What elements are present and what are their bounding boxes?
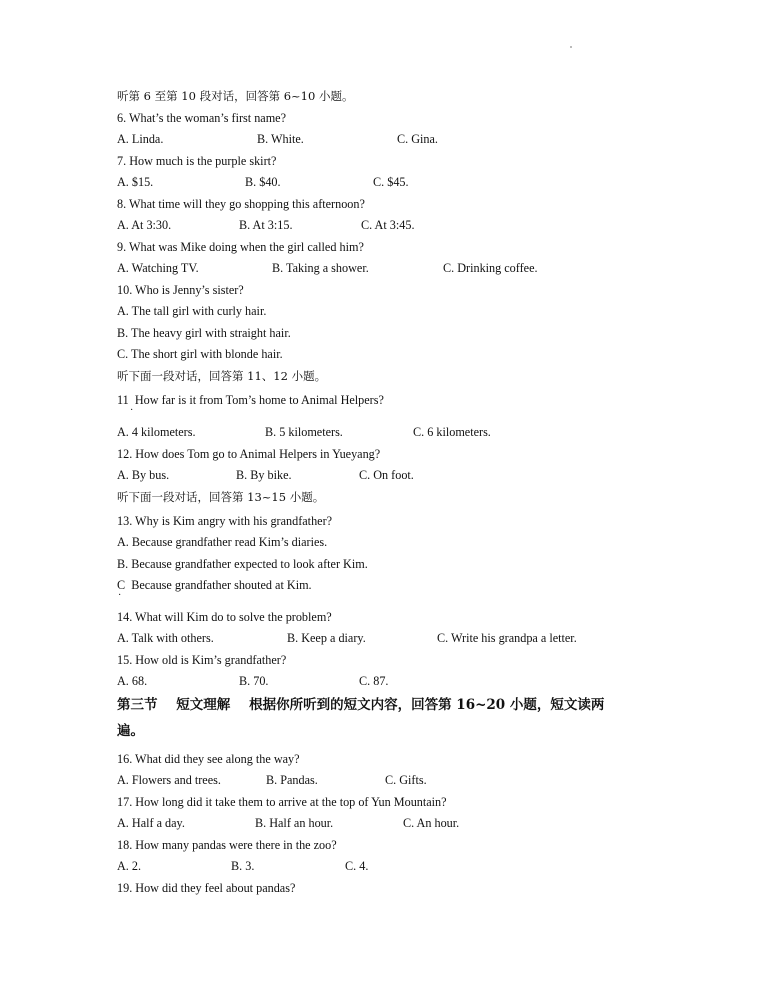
question-8: 8. What time will they go shopping this afternoon? (117, 197, 365, 211)
question-9: 9. What was Mike doing when the girl called him? (117, 240, 364, 254)
q17-option-c: C. An hour. (403, 816, 460, 830)
q8-option-b: B. At 3:15. (239, 218, 293, 232)
question-14: 14. What will Kim do to solve the problem? (117, 610, 332, 624)
q13-option-c: C Because grandfather shouted at Kim. (117, 578, 312, 592)
stray-dot: · (130, 405, 134, 416)
question-15: 15. How old is Kim’s grandfather? (117, 653, 287, 667)
q16-option-c: C. Gifts. (385, 773, 427, 787)
question-13: 13. Why is Kim angry with his grandfather? (117, 514, 333, 528)
instruction-6-10: 听第 6 至第 10 段对话，回答第 6~10 小题。 (117, 89, 354, 103)
q8-option-a: A. At 3:30. (117, 218, 172, 232)
scan-mark (570, 46, 572, 48)
section-3-heading: 第三节 短文理解 根据你所听到的短文内容，回答第 16~20 小题，短文读两 (117, 697, 605, 713)
q13-option-a: A. Because grandfather read Kim’s diaries. (117, 535, 328, 549)
q13-option-b: B. Because grandfather expected to look after Kim. (117, 557, 368, 571)
q15-option-b: B. 70. (239, 674, 269, 688)
q10-option-b: B. The heavy girl with straight hair. (117, 326, 291, 340)
q6-option-c: C. Gina. (397, 132, 438, 146)
instruction-13-15: 听下面一段对话，回答第 13~15 小题。 (117, 490, 325, 504)
instruction-11-12: 听下面一段对话，回答第 11、12 小题。 (117, 369, 327, 383)
question-19: 19. How did they feel about pandas? (117, 881, 296, 895)
question-12: 12. How does Tom go to Animal Helpers in Yueyang? (117, 447, 381, 461)
q15-option-a: A. 68. (117, 674, 148, 688)
q6-option-a: A. Linda. (117, 132, 164, 146)
question-17: 17. How long did it take them to arrive at the top of Yun Mountain? (117, 795, 447, 809)
q11-option-b: B. 5 kilometers. (265, 425, 343, 439)
q10-option-c: C. The short girl with blonde hair. (117, 347, 283, 361)
question-11: 11 How far is it from Tom’s home to Animal Helpers? (117, 393, 384, 407)
q11-option-a: A. 4 kilometers. (117, 425, 196, 439)
q16-option-b: B. Pandas. (266, 773, 318, 787)
q12-option-a: A. By bus. (117, 468, 170, 482)
q12-option-c: C. On foot. (359, 468, 414, 482)
q16-option-a: A. Flowers and trees. (117, 773, 221, 787)
q18-option-a: A. 2. (117, 859, 142, 873)
question-6: 6. What’s the woman’s first name? (117, 111, 287, 125)
q17-option-b: B. Half an hour. (255, 816, 334, 830)
q9-option-c: C. Drinking coffee. (443, 261, 538, 275)
q7-option-b: B. $40. (245, 175, 281, 189)
q18-option-b: B. 3. (231, 859, 255, 873)
q17-option-a: A. Half a day. (117, 816, 185, 830)
question-16: 16. What did they see along the way? (117, 752, 300, 766)
q14-option-c: C. Write his grandpa a letter. (437, 631, 577, 645)
q6-option-b: B. White. (257, 132, 304, 146)
question-7: 7. How much is the purple skirt? (117, 154, 277, 168)
q12-option-b: B. By bike. (236, 468, 292, 482)
question-10: 10. Who is Jenny’s sister? (117, 283, 244, 297)
q15-option-c: C. 87. (359, 674, 389, 688)
q7-option-a: A. $15. (117, 175, 154, 189)
q11-option-c: C. 6 kilometers. (413, 425, 491, 439)
q8-option-c: C. At 3:45. (361, 218, 415, 232)
q18-option-c: C. 4. (345, 859, 369, 873)
q10-option-a: A. The tall girl with curly hair. (117, 304, 267, 318)
q14-option-a: A. Talk with others. (117, 631, 214, 645)
stray-dot: · (118, 590, 122, 601)
q9-option-a: A. Watching TV. (117, 261, 199, 275)
q9-option-b: B. Taking a shower. (272, 261, 369, 275)
question-18: 18. How many pandas were there in the zoo? (117, 838, 337, 852)
q14-option-b: B. Keep a diary. (287, 631, 366, 645)
q7-option-c: C. $45. (373, 175, 409, 189)
section-3-heading-cont: 遍。 (117, 723, 144, 739)
